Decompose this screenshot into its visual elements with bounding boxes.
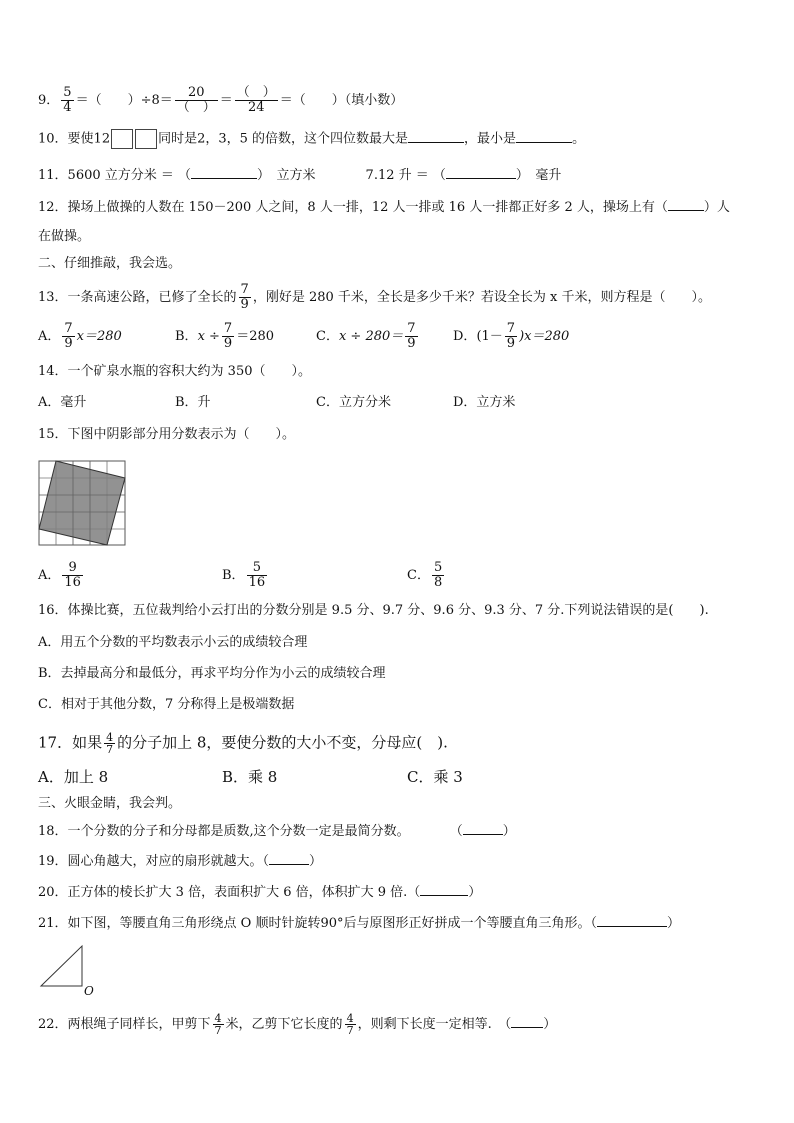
option-a[interactable]: A．加上 8 [38, 768, 109, 786]
option-c[interactable]: C．相对于其他分数，7 分称得上是极端数据 [38, 697, 295, 712]
point-o-label: O [84, 984, 94, 998]
answer-blank[interactable] [516, 130, 572, 143]
option-c[interactable]: C．x ÷ 280＝ $\frac{7}{9}$ [316, 321, 416, 351]
question-21: 21．如下图，等腰直角三角形绕点 O 顺时针旋转90°后与原图形正好拼成一个等腰直角三角形。（ ） [38, 916, 681, 931]
option-a[interactable]: A． $\frac{9}{16}$ [38, 560, 81, 590]
option-c[interactable]: C．乘 3 [407, 768, 463, 786]
answer-blank[interactable] [191, 166, 257, 179]
option-a[interactable]: A． $\frac{7}{9}$ x＝280 [38, 321, 122, 351]
section-2-heading: 二、仔细推敲，我会选。 [38, 256, 182, 271]
fraction-20: $\frac{20}{( )}$ [176, 85, 216, 115]
digit-box-1[interactable] [111, 129, 133, 149]
answer-blank[interactable] [446, 166, 516, 179]
question-16: 16．体操比赛，五位裁判给小云打出的分数分别是 9.5 分、9.7 分、9.6 分、9.3 分、7 分.下列说法错误的是( ). [38, 603, 709, 618]
digit-box-2[interactable] [135, 129, 157, 149]
option-b[interactable]: B．去掉最高分和最低分，再求平均分作为小云的成绩较合理 [38, 666, 386, 681]
option-a[interactable]: A．用五个分数的平均数表示小云的成绩较合理 [38, 635, 308, 650]
question-12: 12．操场上做操的人数在 150－200 人之间，8 人一排，12 人一排或 16 人一排都正好多 2 人，操场上有（ ）人 [38, 200, 730, 215]
question-17: 17．如果 $\frac{4}{7}$ 的分子加上 8，要使分数的大小不变，分母应( ). [38, 731, 448, 756]
question-13: 13．一条高速公路，已修了全长的 $\frac{7}{9}$ ，刚好是 280 千米，全长是多少千米？若设全长为 x 千米，则方程是（ ）。 [38, 282, 712, 312]
question-20: 20．正方体的棱长扩大 3 倍，表面积扩大 6 倍，体积扩大 9 倍.（ ） [38, 885, 482, 900]
option-d[interactable]: D．(1－ $\frac{7}{9}$ )x＝280 [453, 321, 570, 351]
question-11: 11．5600 立方分米 ＝ （ ） 立方米 7.12 升 ＝ （ ） 毫升 [38, 168, 562, 183]
question-9: 9． $\frac{5}{4}$ ＝（ ）÷8＝ $\frac{20}{( )}$ ＝ $\frac{( )}{24}$ ＝（ ）（填小数） [38, 85, 404, 115]
question-18: 18．一个分数的分子和分母都是质数,这个分数一定是最简分数。 （ ） [38, 824, 516, 839]
option-b[interactable]: B．乘 8 [222, 768, 278, 786]
option-c[interactable]: C．立方分米 [316, 395, 391, 410]
fraction-7-9: $\frac{7}{9}$ [240, 282, 249, 312]
question-14: 14．一个矿泉水瓶的容积大约为 350（ ）。 [38, 364, 311, 379]
question-12-cont: 在做操。 [38, 229, 91, 244]
answer-blank[interactable] [269, 852, 309, 865]
option-b[interactable]: B．升 [175, 395, 211, 410]
question-22: 22．两根绳子同样长，甲剪下 $\frac{4}{7}$ 米，乙剪下它长度的 $\frac{4}{7}$ ，则剩下长度一定相等. （ ） [38, 1012, 557, 1037]
option-d[interactable]: D．立方米 [453, 395, 516, 410]
answer-blank[interactable] [668, 198, 704, 211]
grid-figure [38, 460, 128, 548]
question-15: 15．下图中阴影部分用分数表示为（ ）。 [38, 427, 296, 442]
question-10: 10．要使12 同时是2，3，5 的倍数，这个四位数最大是 ，最小是 。 [38, 129, 585, 149]
fraction-24: $\frac{( )}{24}$ [236, 85, 276, 115]
fraction-5-4: $\frac{5}{4}$ [63, 85, 72, 115]
option-c[interactable]: C． $\frac{5}{8}$ [407, 560, 443, 590]
option-b[interactable]: B．x ÷ $\frac{7}{9}$ ＝280 [175, 321, 275, 351]
answer-blank[interactable] [597, 914, 667, 927]
answer-blank[interactable] [420, 883, 468, 896]
question-19: 19．圆心角越大，对应的扇形就越大。（ ） [38, 854, 323, 869]
section-3-heading: 三、火眼金睛，我会判。 [38, 796, 182, 811]
option-a[interactable]: A．毫升 [38, 395, 87, 410]
answer-blank[interactable] [511, 1015, 543, 1028]
option-b[interactable]: B． $\frac{5}{16}$ [222, 560, 266, 590]
answer-blank[interactable] [408, 130, 464, 143]
answer-blank[interactable] [463, 822, 503, 835]
